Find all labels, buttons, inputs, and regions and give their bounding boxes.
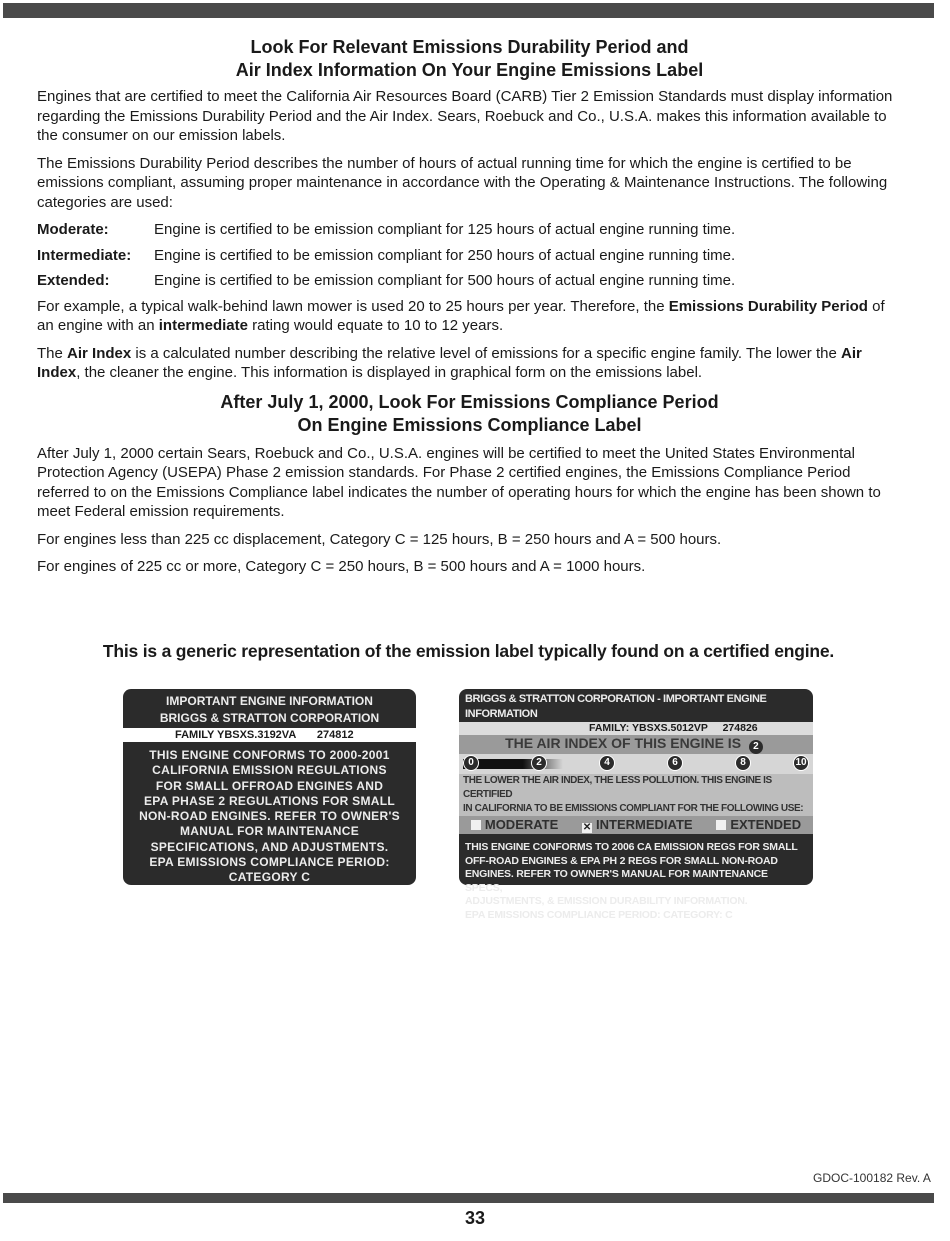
checked-box-icon: ✕ — [582, 822, 592, 833]
option-extended — [716, 817, 801, 833]
label2-lower-text — [459, 774, 813, 816]
scale-tick: 4 — [599, 755, 615, 771]
label1-body-line: EPA EMISSIONS COMPLIANCE PERIOD: — [149, 855, 390, 870]
text-run: of an engine with an — [37, 297, 885, 334]
document-id: GDOC-100182 Rev. A — [813, 1171, 931, 1185]
label1-body-line: THIS ENGINE CONFORMS TO 2000-2001 — [149, 748, 390, 762]
label1-family: FAMILY YBSXS.3192VA — [175, 729, 296, 741]
air-index-text: THE AIR INDEX OF THIS ENGINE IS — [505, 735, 742, 751]
option-label: INTERMEDIATE — [596, 817, 693, 832]
air-index-value: 2 — [749, 740, 763, 754]
label1-body-line: SPECIFICATIONS, AND ADJUSTMENTS. — [150, 839, 389, 854]
top-rule — [3, 3, 934, 18]
option-label: MODERATE — [484, 817, 559, 832]
scale-tick: 6 — [667, 755, 683, 771]
section2-para1: After July 1, 2000 certain Sears, Roebuck and Co., U.S.A. engines will be certified to meet the United States Environmental Protection Agency (USEPA) Phase 2 emission standards. For Phase 2 certified engines, the Emissions Compliance Period referred to on the Emissions Compliance label indicates the number of operating hours for which the engine has been shown to meet Federal emission requirements. — [37, 444, 881, 520]
category-intermediate — [37, 246, 902, 266]
text-run: The — [37, 344, 68, 362]
label2-body-line: OFF-ROAD ENGINES & EPA PH 2 REGS FOR SMALL NON-ROAD — [465, 854, 778, 867]
category-extended — [37, 271, 902, 291]
label2-family-code: 274826 — [722, 722, 758, 734]
scale-tick: 0 — [463, 755, 479, 771]
label1-body-line: EPA PHASE 2 REGULATIONS FOR SMALL — [143, 793, 396, 808]
section2-para2: For engines less than 225 cc displacement, Category C = 125 hours, B = 250 hours and A = 500 hours. — [37, 530, 722, 548]
label1-head-line1: IMPORTANT ENGINE INFORMATION — [166, 694, 373, 708]
air-index-paragraph — [37, 344, 902, 383]
category-desc: Engine is certified to be emission compliant for 500 hours of actual engine running time. — [154, 272, 736, 289]
label2-lower-line: THE LOWER THE AIR INDEX, THE LESS POLLUTION. THIS ENGINE IS CERTIFIED — [463, 775, 772, 800]
category-desc: Engine is certified to be emission compliant for 125 hours of actual engine running time. — [154, 221, 736, 238]
option-label: EXTENDED — [730, 817, 802, 832]
bottom-rule — [3, 1193, 934, 1203]
label-caption: This is a generic representation of the emission label typically found on a certified engine. — [102, 641, 835, 661]
option-intermediate — [582, 817, 693, 833]
scale-tick: 8 — [735, 755, 751, 771]
page-content — [37, 36, 902, 585]
section1-heading-line2: Air Index Information On Your Engine Emissions Label — [235, 60, 704, 80]
label1-family-code: 274812 — [316, 729, 354, 741]
label2-header: BRIGGS & STRATTON CORPORATION - IMPORTANT ENGINE INFORMATION — [465, 693, 767, 720]
section2-para3: For engines of 225 cc or more, Category C = 250 hours, B = 500 hours and A = 1000 hours. — [37, 558, 646, 575]
category-moderate — [37, 220, 902, 240]
label1-body-line: MANUAL FOR MAINTENANCE — [179, 824, 360, 839]
example-paragraph — [37, 297, 902, 336]
category-term: Moderate: — [37, 221, 109, 238]
section1-heading-line1: Look For Relevant Emissions Durability Period and — [250, 37, 689, 57]
label1-body-line: CALIFORNIA EMISSION REGULATIONS — [152, 763, 387, 778]
label2-family: FAMILY: YBSXS.5012VP — [589, 722, 708, 734]
text-run-bold: Air Index — [37, 344, 862, 381]
text-run-bold: intermediate — [158, 317, 248, 334]
label2-body — [459, 834, 813, 922]
label2-lower-line: IN CALIFORNIA TO BE EMISSIONS COMPLIANT FOR THE FOLLOWING USE: — [463, 803, 804, 814]
section2-heading-line1: After July 1, 2000, Look For Emissions Compliance Period — [220, 391, 719, 412]
section2-heading-line2: On Engine Emissions Compliance Label — [297, 414, 642, 435]
air-index-scale — [459, 754, 813, 774]
label1-header — [123, 689, 416, 727]
section1-para1: Engines that are certified to meet the California Air Resources Board (CARB) Tier 2 Emission Standards must display information regarding the Emissions Durability Period and the Air Index. Sears, Roebuck and Co., U.S.A. makes this information available to the consumer on our emission labels. — [37, 88, 893, 144]
checkbox-icon — [716, 820, 726, 830]
air-index-row — [459, 735, 813, 754]
label2-family-row — [459, 722, 813, 735]
text-run: is a calculated number describing the relative level of emissions for a specific engine family. The lower the — [131, 344, 841, 362]
emission-label-1 — [123, 689, 416, 885]
text-run: , the cleaner the engine. This information is displayed in graphical form on the emissions label. — [76, 364, 703, 381]
text-run-bold: Air Index — [67, 344, 132, 362]
label2-body-line: ADJUSTMENTS, & EMISSION DURABILITY INFORMATION. — [465, 895, 748, 907]
label1-body — [123, 742, 416, 886]
category-term: Extended: — [37, 272, 110, 289]
scale-tick: 2 — [531, 755, 547, 771]
section2-heading — [37, 391, 902, 437]
text-run: For example, a typical walk-behind lawn mower is used 20 to 25 hours per year. Therefore, the — [37, 297, 669, 315]
checkbox-icon — [471, 820, 481, 830]
text-run-bold: Emissions Durability Period — [668, 297, 868, 315]
category-term: Intermediate: — [37, 246, 132, 264]
label1-family-row — [123, 728, 416, 742]
label2-body-line: ENGINES. REFER TO OWNER'S MANUAL FOR MAINTENANCE SPECS, — [465, 868, 768, 894]
label1-body-line: CATEGORY C — [228, 870, 311, 885]
label1-head-line2: BRIGGS & STRATTON CORPORATION — [159, 711, 380, 725]
page-number: 33 — [464, 1208, 486, 1228]
section1-heading — [37, 36, 902, 82]
label1-body-line: FOR SMALL OFFROAD ENGINES AND — [155, 778, 384, 793]
category-desc: Engine is certified to be emission compliant for 250 hours of actual engine running time. — [154, 246, 736, 264]
emission-label-2 — [459, 689, 813, 921]
section1-para2: The Emissions Durability Period describes the number of hours of actual running time for which the engine is certified to be emissions compliant, assuming proper maintenance in accordance with the Operating & Maintenance Instructions. The following categories are used: — [37, 154, 888, 211]
text-run: rating would equate to 10 to 12 years. — [247, 317, 504, 334]
label2-body-line: THIS ENGINE CONFORMS TO 2006 CA EMISSION REGS FOR SMALL — [465, 841, 798, 853]
label2-body-line: EPA EMISSIONS COMPLIANCE PERIOD: CATEGORY: C — [465, 908, 733, 921]
scale-tick: 10 — [793, 755, 809, 771]
option-moderate — [471, 817, 558, 833]
durability-options — [459, 816, 813, 834]
label1-body-line: NON-ROAD ENGINES. REFER TO OWNER'S — [139, 809, 400, 824]
